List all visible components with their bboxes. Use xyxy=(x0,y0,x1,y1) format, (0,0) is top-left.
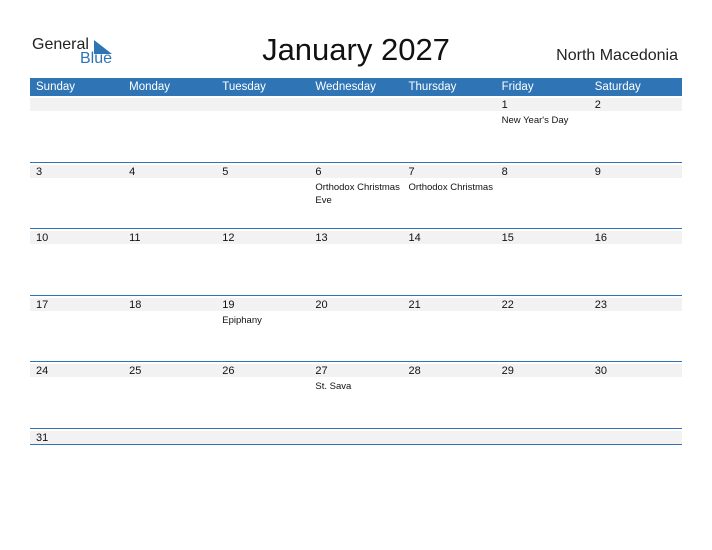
day-cell xyxy=(589,429,682,444)
day-cell xyxy=(403,229,496,244)
day-cell xyxy=(216,96,309,127)
day-number: 15 xyxy=(501,232,514,245)
weekday-saturday: Saturday xyxy=(594,81,641,93)
day-number: 1 xyxy=(501,99,508,111)
day-number: 12 xyxy=(222,232,235,245)
day-cell xyxy=(403,362,496,393)
day-number: 8 xyxy=(501,165,508,178)
weekday-monday: Monday xyxy=(129,81,171,93)
day-cell xyxy=(30,163,123,207)
calendar-week-row xyxy=(30,163,682,230)
day-number: 7 xyxy=(408,165,415,178)
week-cells xyxy=(30,362,682,393)
day-number: 19 xyxy=(222,298,235,311)
weekday-tuesday: Tuesday xyxy=(222,81,266,93)
day-number: 2 xyxy=(594,99,601,111)
day-cell xyxy=(216,296,309,327)
day-number: 10 xyxy=(36,232,49,245)
week-cells xyxy=(30,429,682,444)
day-cell xyxy=(309,429,402,444)
day-cell xyxy=(30,296,123,327)
holiday-label: Orthodox Christmas Eve xyxy=(315,181,400,206)
day-cell xyxy=(216,163,309,207)
day-number: 26 xyxy=(222,365,235,378)
weekday-friday: Friday xyxy=(501,81,534,93)
day-cell xyxy=(403,96,496,127)
day-number xyxy=(502,432,589,444)
weekday-thursday: Thursday xyxy=(408,81,457,93)
holiday-label: St. Sava xyxy=(315,381,352,393)
day-cell xyxy=(496,96,589,127)
day-number: 16 xyxy=(594,232,607,245)
day-number xyxy=(36,99,123,111)
day-cell xyxy=(496,362,589,393)
day-number xyxy=(222,432,309,444)
day-cell xyxy=(216,429,309,444)
day-cell xyxy=(309,229,402,244)
week-cells xyxy=(30,296,682,327)
day-cell xyxy=(309,96,402,127)
day-number: 6 xyxy=(315,165,322,178)
day-number xyxy=(129,99,216,111)
calendar-week-row xyxy=(30,96,682,163)
day-number xyxy=(315,99,402,111)
calendar-grid xyxy=(30,78,682,445)
day-cell xyxy=(309,362,402,393)
day-number: 20 xyxy=(315,298,328,311)
day-number xyxy=(409,432,496,444)
country-label: North Macedonia xyxy=(556,47,678,64)
day-number: 18 xyxy=(129,298,142,311)
day-cell xyxy=(589,163,682,207)
day-number: 24 xyxy=(36,365,49,378)
day-cell xyxy=(30,362,123,393)
day-number: 5 xyxy=(222,165,229,178)
page-title: January 2027 xyxy=(262,32,450,67)
day-number: 21 xyxy=(408,298,421,311)
day-cell xyxy=(309,163,402,207)
day-number: 22 xyxy=(501,298,514,311)
day-cell xyxy=(30,429,123,444)
day-cell xyxy=(589,96,682,127)
weekday-wednesday: Wednesday xyxy=(315,81,376,93)
calendar-week-row xyxy=(30,229,682,296)
holiday-label: Epiphany xyxy=(222,314,262,326)
day-cell xyxy=(216,362,309,393)
weekday-sunday: Sunday xyxy=(36,81,76,93)
day-cell xyxy=(30,96,123,127)
day-cell xyxy=(123,296,216,327)
day-number: 23 xyxy=(594,298,607,311)
day-number xyxy=(409,99,496,111)
calendar-weeks xyxy=(30,96,682,445)
calendar-week-row xyxy=(30,362,682,429)
day-cell xyxy=(123,163,216,207)
day-cell xyxy=(403,429,496,444)
day-number: 13 xyxy=(315,232,328,245)
week-cells xyxy=(30,96,682,127)
day-cell xyxy=(123,362,216,393)
weekday-header xyxy=(30,78,682,96)
day-cell xyxy=(309,296,402,327)
calendar-week-row xyxy=(30,429,682,445)
calendar-week-row xyxy=(30,296,682,363)
day-number xyxy=(222,99,309,111)
day-number xyxy=(595,432,682,444)
week-cells xyxy=(30,229,682,244)
day-cell xyxy=(496,229,589,244)
day-number: 11 xyxy=(129,232,141,245)
day-number: 27 xyxy=(315,365,328,378)
day-cell xyxy=(496,429,589,444)
day-number: 14 xyxy=(408,232,421,245)
day-cell xyxy=(589,296,682,327)
day-cell xyxy=(123,229,216,244)
day-cell xyxy=(123,429,216,444)
day-number: 31 xyxy=(36,431,49,444)
holiday-label: New Year's Day xyxy=(501,115,569,126)
day-cell xyxy=(403,163,496,207)
day-number xyxy=(315,432,402,444)
day-number: 9 xyxy=(594,165,601,178)
day-cell xyxy=(30,229,123,244)
day-number: 4 xyxy=(129,165,136,178)
day-number: 29 xyxy=(501,365,514,378)
day-cell xyxy=(123,96,216,127)
day-cell xyxy=(403,296,496,327)
day-cell xyxy=(589,362,682,393)
day-cell xyxy=(496,163,589,207)
day-cell xyxy=(589,229,682,244)
day-number: 3 xyxy=(36,165,43,178)
week-cells xyxy=(30,163,682,207)
day-number: 28 xyxy=(408,365,421,378)
day-number xyxy=(129,432,216,444)
day-number: 25 xyxy=(129,365,142,378)
holiday-label: Orthodox Christmas xyxy=(408,181,493,193)
day-number: 17 xyxy=(36,298,49,311)
logo-word-blue: Blue xyxy=(80,50,113,67)
day-cell xyxy=(216,229,309,244)
day-cell xyxy=(496,296,589,327)
day-number: 30 xyxy=(594,365,607,378)
logo-word-general: General xyxy=(32,36,89,53)
